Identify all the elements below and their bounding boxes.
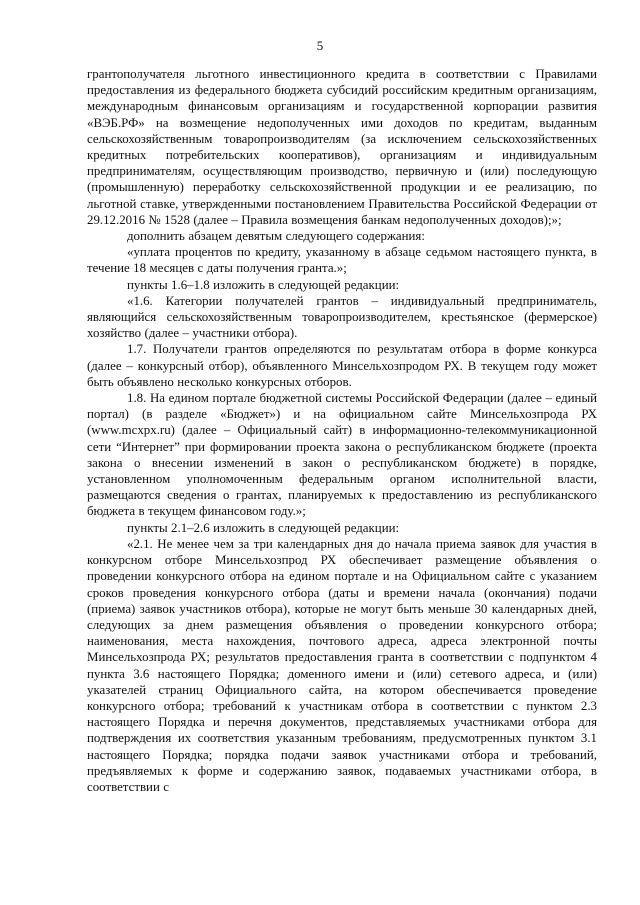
paragraph-9: «2.1. Не менее чем за три календарных дня до начала приема заявок для участия в конкурсном отборе Минсельхозпрод РХ обеспечивает размещение объявления о проведении конкурсного отбора на едином портале и на Официальном сайте с указанием сроков проведения конкурсного отбора (даты и времени начала (окончания) подачи (приема) заявок участников отбора), которые не могут быть меньше 30 календарных дней, следующих за днем размещения объявления о проведении конкурсного отбора; наименования, места нахождения, почтового адреса, адреса электронной почты Минсельхозпрода РХ; результатов предоставления гранта в соответствии с подпунктом 4 пункта 3.6 настоящего Порядка; доменного имени и (или) сетевого адреса, и (или) указателей страниц Официального сайта, на котором обеспечивается проведение конкурсного отбора; требований к участникам отбора в соответствии с пунктом 2.3 настоящего Порядка и перечня документов, представляемых участниками отбора для подтверждения их соответствия указанным требованиям, предусмотренных пунктом 3.1 настоящего Порядка; порядка подачи заявок участниками отбора и требований, предъявляемых к форме и содержанию заявок, подаваемых участниками отбора, в соответствии с [87, 536, 597, 794]
document-body [87, 66, 597, 795]
paragraph-7: 1.8. На едином портале бюджетной системы Российской Федерации (далее – единый портал) (в разделе «Бюджет») и на официальном сайте Минсельхозпрода РХ (www.mcxpx.ru) (далее – Официальный сайт) в информационно-телекоммуникационной сети “Интернет” при формировании проекта закона о республиканском бюджете (проекта закона о внесении изменений в закон о республиканском бюджете) в порядке, установленном уполномоченным федеральным органом исполнительной власти, размещаются сведения о грантах, планируемых к предоставлению из республиканского бюджета в текущем финансовом году.»; [87, 391, 597, 519]
paragraph-8: пункты 2.1–2.6 изложить в следующей редакции: [127, 520, 400, 535]
paragraph-2: дополнить абзацем девятым следующего содержания: [127, 229, 425, 244]
page-number: 5 [316, 38, 324, 53]
paragraph-5: «1.6. Категории получателей грантов – индивидуальный предприниматель, являющийся сельскохозяйственным товаропроизводителем, крестьянское (фермерское) хозяйство (далее – участники отбора). [87, 293, 597, 341]
paragraph-3: «уплата процентов по кредиту, указанному в абзаце седьмом настоящего пункта, в течение 18 месяцев с даты получения гранта.»; [87, 245, 597, 276]
paragraph-4: пункты 1.6–1.8 изложить в следующей редакции: [127, 277, 400, 292]
paragraph-6: 1.7. Получатели грантов определяются по результатам отбора в форме конкурса (далее – конкурсный отбор), объявленного Минсельхозпродом РХ. В текущем году может быть объявлено несколько конкурсных отборов. [87, 342, 597, 389]
paragraph-1: грантополучателя льготного инвестиционного кредита в соответствии с Правилами предоставления из федерального бюджета субсидий российским кредитным организациям, международным финансовым организациям и государственной корпорации развития «ВЭБ.РФ» на возмещение недополученных ими доходов по кредитам, выданным сельскохозяйственным товаропроизводителям (за исключением сельскохозяйственных кредитных потребительских кооперативов), организациям и индивидуальным предпринимателям, осуществляющим производство, первичную и (или) последующую (промышленную) переработку сельскохозяйственной продукции и ее реализацию, по льготной ставке, утвержденными постановлением Правительства Российской Федерации от 29.12.2016 № 1528 (далее – Правила возмещения банкам недополученных доходов);»; [87, 67, 597, 227]
